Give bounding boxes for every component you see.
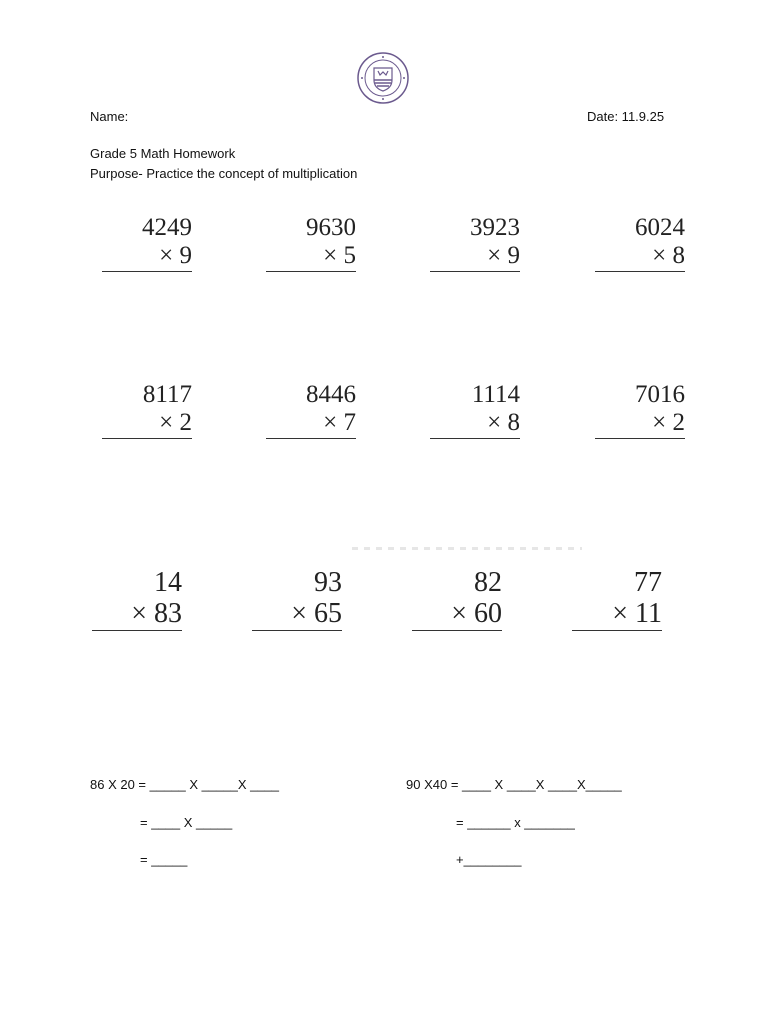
multiplier: × 83 — [92, 598, 182, 631]
multiplication-problem — [102, 214, 192, 272]
multiplicand: 8446 — [306, 381, 356, 408]
multiplier: × 7 — [266, 409, 356, 439]
multiplication-problem — [92, 567, 182, 631]
multiplication-problem — [412, 567, 502, 631]
multiplicand: 4249 — [142, 214, 192, 241]
multiplicand: 8117 — [142, 381, 192, 408]
multiplicand: 3923 — [470, 214, 520, 241]
date-label: Date: 11.9.25 — [587, 109, 665, 124]
expansion-left-line3: = _____ — [140, 852, 188, 867]
multiplicand: 82 — [474, 567, 502, 598]
multiplication-problem — [266, 381, 356, 439]
expansion-right-line1: 90 X40 = ____ X ____X ____X_____ — [406, 777, 622, 792]
multiplier: × 65 — [252, 598, 342, 631]
multiplicand: 7016 — [635, 381, 685, 408]
multiplicand: 1114 — [471, 381, 520, 408]
multiplication-problem — [595, 381, 685, 439]
multiplicand: 93 — [314, 567, 342, 598]
multiplier: × 2 — [102, 409, 192, 439]
expansion-left-line2: = ____ X _____ — [140, 815, 233, 830]
multiplication-problem — [572, 567, 662, 631]
multiplier: × 11 — [572, 598, 662, 631]
multiplicand: 9630 — [306, 214, 356, 241]
multiplier: × 8 — [595, 242, 685, 272]
multiplicand: 14 — [154, 567, 182, 598]
multiplicand: 77 — [634, 567, 662, 598]
multiplication-problem — [430, 214, 520, 272]
multiplier: × 9 — [102, 242, 192, 272]
name-label: Name: — [90, 109, 129, 124]
multiplication-problem — [102, 381, 192, 439]
worksheet-title: Grade 5 Math Homework — [90, 146, 236, 161]
multiplicand: 6024 — [635, 214, 685, 241]
multiplication-problem — [595, 214, 685, 272]
expansion-right-line2: = ______ x _______ — [456, 815, 575, 830]
multiplication-problem — [266, 214, 356, 272]
multiplier: × 2 — [595, 409, 685, 439]
multiplier: × 9 — [430, 242, 520, 272]
school-seal-logo — [356, 51, 410, 105]
expansion-left-line1: 86 X 20 = _____ X _____X ____ — [90, 777, 280, 792]
multiplier: × 5 — [266, 242, 356, 272]
multiplier: × 8 — [430, 409, 520, 439]
faint-scan-mark — [352, 547, 582, 550]
multiplication-problem — [430, 381, 520, 439]
multiplication-problem — [252, 567, 342, 631]
expansion-right-line3: +________ — [456, 852, 522, 867]
multiplier: × 60 — [412, 598, 502, 631]
worksheet-purpose: Purpose- Practice the concept of multiplication — [90, 166, 358, 181]
